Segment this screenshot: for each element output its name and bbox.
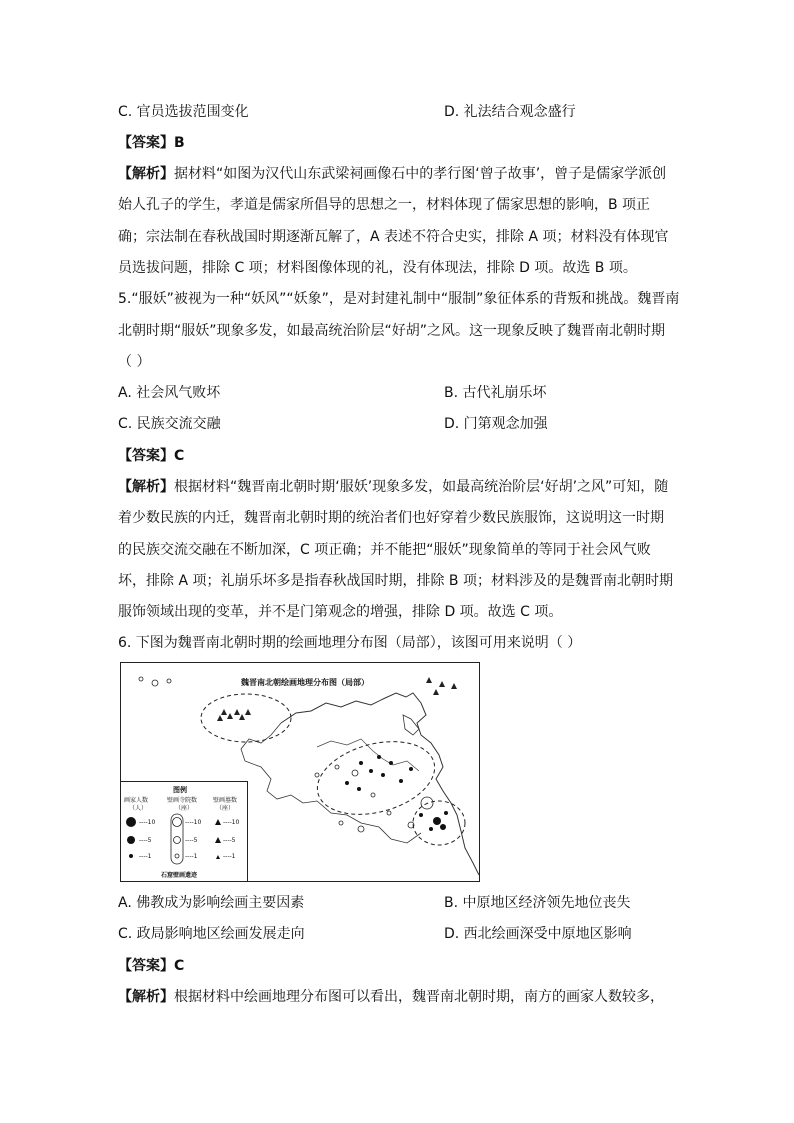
q6-analysis-text-1: 根据材料中绘画地理分布图可以看出，魏晋南北朝时期，南方的画家人数较多， xyxy=(174,989,664,1005)
q5-analysis-text-1: 根据材料“魏晋南北朝时期‘服妖’现象多发，如最高统治阶层‘好胡’之风”可知，随 xyxy=(174,479,669,495)
legend-value-10-c: ----10 xyxy=(223,819,240,826)
q5-answer: 【答案】C xyxy=(118,448,185,464)
q6-option-c: C. 政局影响地区绘画发展走向 xyxy=(118,926,305,942)
q6-option-d: D. 西北绘画深受中原地区影响 xyxy=(444,926,632,942)
q4-analysis-line-4: 员选拔问题，排除 C 项；材料图像体现的礼，没有体现法，排除 D 项。故选 B 项。 xyxy=(118,260,637,276)
painting-distribution-map xyxy=(120,662,480,882)
q5-stem-line-3: （ ） xyxy=(118,354,151,370)
legend-value-1-c: ----1 xyxy=(223,853,236,860)
q5-analysis-line-1 xyxy=(118,477,668,497)
legend-col1-label: 画家人数 xyxy=(124,797,149,804)
q4-analysis-text-1: 据材料“如图为汉代山东武梁祠画像石中的孝行图‘曾子故事’，曾子是儒家学派创 xyxy=(174,166,667,182)
q5-option-b: B. 古代礼崩乐坏 xyxy=(444,385,547,401)
q4-answer: 【答案】B xyxy=(118,135,185,151)
legend-value-1-b: ----1 xyxy=(185,853,198,860)
legend-footer: 石窟壁画遗迹 xyxy=(161,872,198,879)
q5-stem-line-2: 北朝时期“服妖”现象多发，如最高统治阶层“好胡”之风。这一现象反映了魏晋南北朝时期 xyxy=(118,323,666,339)
legend-col1-unit: （人） xyxy=(129,805,148,812)
legend-value-10-a: ----10 xyxy=(139,819,156,826)
map-title: 魏晋南北朝绘画地理分布图（局部） xyxy=(241,678,369,687)
legend-col2-label: 壁画寺院数 xyxy=(167,797,198,804)
q5-analysis-label: 【解析】 xyxy=(118,479,174,495)
legend-value-10-b: ----10 xyxy=(185,819,202,826)
legend-col2-unit: （座） xyxy=(175,805,194,812)
painter-dots xyxy=(345,755,448,831)
q5-analysis-line-3: 的民族交流交融在不断加深，C 项正确；并不能把“服妖”现象简单的等同于社会风气败 xyxy=(118,542,651,558)
legend-value-5-b: ----5 xyxy=(185,837,198,844)
q6-answer: 【答案】C xyxy=(118,958,185,974)
q6-option-a: A. 佛教成为影响绘画主要因素 xyxy=(118,895,305,911)
q4-analysis-line-1 xyxy=(118,164,666,184)
legend-value-5-c: ----5 xyxy=(223,837,236,844)
legend-value-1-a: ----1 xyxy=(139,853,152,860)
q5-analysis-line-4: 坏，排除 A 项；礼崩乐坏多是指春秋战国时期，排除 B 项；材料涉及的是魏晋南北朝时期 xyxy=(118,573,673,589)
coastline xyxy=(281,693,479,875)
q4-option-d: D. 礼法结合观念盛行 xyxy=(444,104,576,120)
q4-option-c: C. 官员选拔范围变化 xyxy=(118,104,249,120)
legend-col3-label: 壁画墓数 xyxy=(213,797,238,804)
q6-stem: 6. 下图为魏晋南北朝时期的绘画地理分布图（局部），该图可用来说明（ ） xyxy=(118,635,582,651)
q5-option-d: D. 门第观念加强 xyxy=(444,416,548,432)
map-legend xyxy=(121,781,248,882)
q4-analysis-line-3: 确；宗法制在春秋战国时期逐渐瓦解了，A 表述不符合史实，排除 A 项；材料没有体现官 xyxy=(118,229,669,245)
legend-col3-unit: （座） xyxy=(216,805,235,812)
river-line xyxy=(317,739,419,771)
q4-analysis-label: 【解析】 xyxy=(118,166,174,182)
q5-option-c: C. 民族交流交融 xyxy=(118,416,221,432)
q6-analysis-label: 【解析】 xyxy=(118,989,174,1005)
q6-analysis-line-1 xyxy=(118,987,664,1007)
q5-option-a: A. 社会风气败坏 xyxy=(118,385,221,401)
legend-title: 图例 xyxy=(173,786,187,794)
q4-analysis-line-2: 始人孔子的学生，孝道是儒家所倡导的思想之一，材料体现了儒家思想的影响，B 项正 xyxy=(118,197,651,213)
peninsula-outline xyxy=(403,715,419,735)
cluster-northwest xyxy=(201,694,291,742)
q5-stem-line-1: 5.“服妖”被视为一种“妖风”“妖象”，是对封建礼制中“服制”象征体系的背叛和挑战。魏晋南 xyxy=(118,291,680,307)
q5-analysis-line-2: 着少数民族的内迁，魏晋南北朝时期的统治者们也好穿着少数民族服饰，这说明这一时期 xyxy=(118,510,664,526)
q5-analysis-line-5: 服饰领域出现的变革，并不是门第观念的增强，排除 D 项。故选 C 项。 xyxy=(118,604,563,620)
legend-value-5-a: ----5 xyxy=(139,837,152,844)
q6-option-b: B. 中原地区经济领先地位丧失 xyxy=(444,895,631,911)
